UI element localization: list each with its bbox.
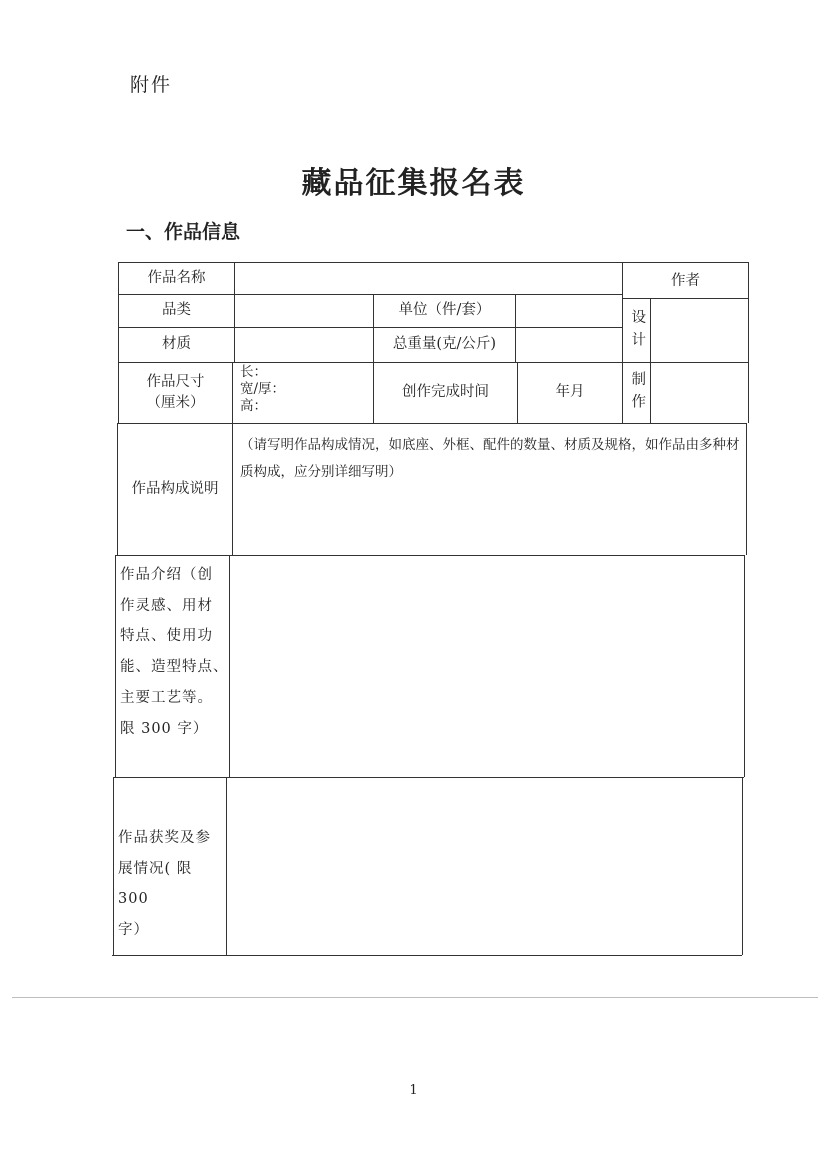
- table-line: [515, 294, 516, 362]
- category-field[interactable]: [236, 296, 372, 326]
- height-label[interactable]: 高：: [240, 397, 267, 414]
- material-field[interactable]: [236, 329, 372, 361]
- page-number: 1: [409, 1083, 418, 1098]
- category-label: 品类: [162, 302, 191, 319]
- design-field[interactable]: [652, 300, 747, 361]
- intro-field[interactable]: [231, 557, 743, 776]
- author-label: 作者: [671, 273, 700, 290]
- design-label: 设计: [629, 308, 646, 354]
- table-line: [234, 262, 235, 362]
- table-line: [622, 298, 748, 299]
- intro-label: 作品介绍（创 作灵感、用材 特点、使用功 能、造型特点、 主要工艺等。 限 300 字）: [120, 567, 229, 737]
- composition-hint[interactable]: （请写明作品构成情况，如底座、外框、配件的数量、材质及规格，如作品由多种材质构成，应分别详细写明）: [240, 437, 740, 480]
- page-divider: [12, 997, 818, 998]
- work-name-field[interactable]: [236, 264, 621, 293]
- unit-field[interactable]: [517, 296, 621, 326]
- width-label[interactable]: 宽/厚：: [240, 380, 286, 397]
- table-line: [115, 555, 116, 777]
- composition-label: 作品构成说明: [131, 480, 219, 497]
- table-line: [116, 555, 745, 556]
- size-label: 作品尺寸 （厘米）: [146, 373, 205, 411]
- table-line: [746, 423, 747, 555]
- length-label[interactable]: 长：: [240, 364, 267, 380]
- table-line: [113, 777, 114, 955]
- total-weight-field[interactable]: [517, 329, 621, 361]
- material-label: 材质: [162, 336, 191, 353]
- awards-label: 作品获奖及参 展情况( 限 300 字）: [118, 830, 211, 939]
- year-month-label[interactable]: 年月: [555, 384, 585, 401]
- awards-field[interactable]: [228, 779, 741, 954]
- make-field[interactable]: [652, 364, 747, 422]
- work-name-label: 作品名称: [147, 269, 206, 286]
- table-line: [114, 777, 744, 778]
- table-line: [742, 777, 743, 955]
- unit-label: 单位（件/套）: [398, 302, 491, 319]
- table-line: [650, 298, 651, 423]
- total-weight-label: 总重量(克/公斤): [392, 336, 497, 353]
- size-fields: [240, 364, 370, 415]
- section-title: 一、作品信息: [126, 221, 241, 243]
- table-line: [226, 777, 227, 955]
- table-line: [744, 555, 745, 777]
- completion-time-label: 创作完成时间: [402, 384, 489, 401]
- attachment-label: 附件: [130, 74, 173, 96]
- table-line: [112, 955, 742, 956]
- table-line: [748, 262, 749, 423]
- table-line: [232, 362, 233, 555]
- form-title: 藏品征集报名表: [301, 166, 526, 201]
- make-label: 制作: [629, 370, 646, 416]
